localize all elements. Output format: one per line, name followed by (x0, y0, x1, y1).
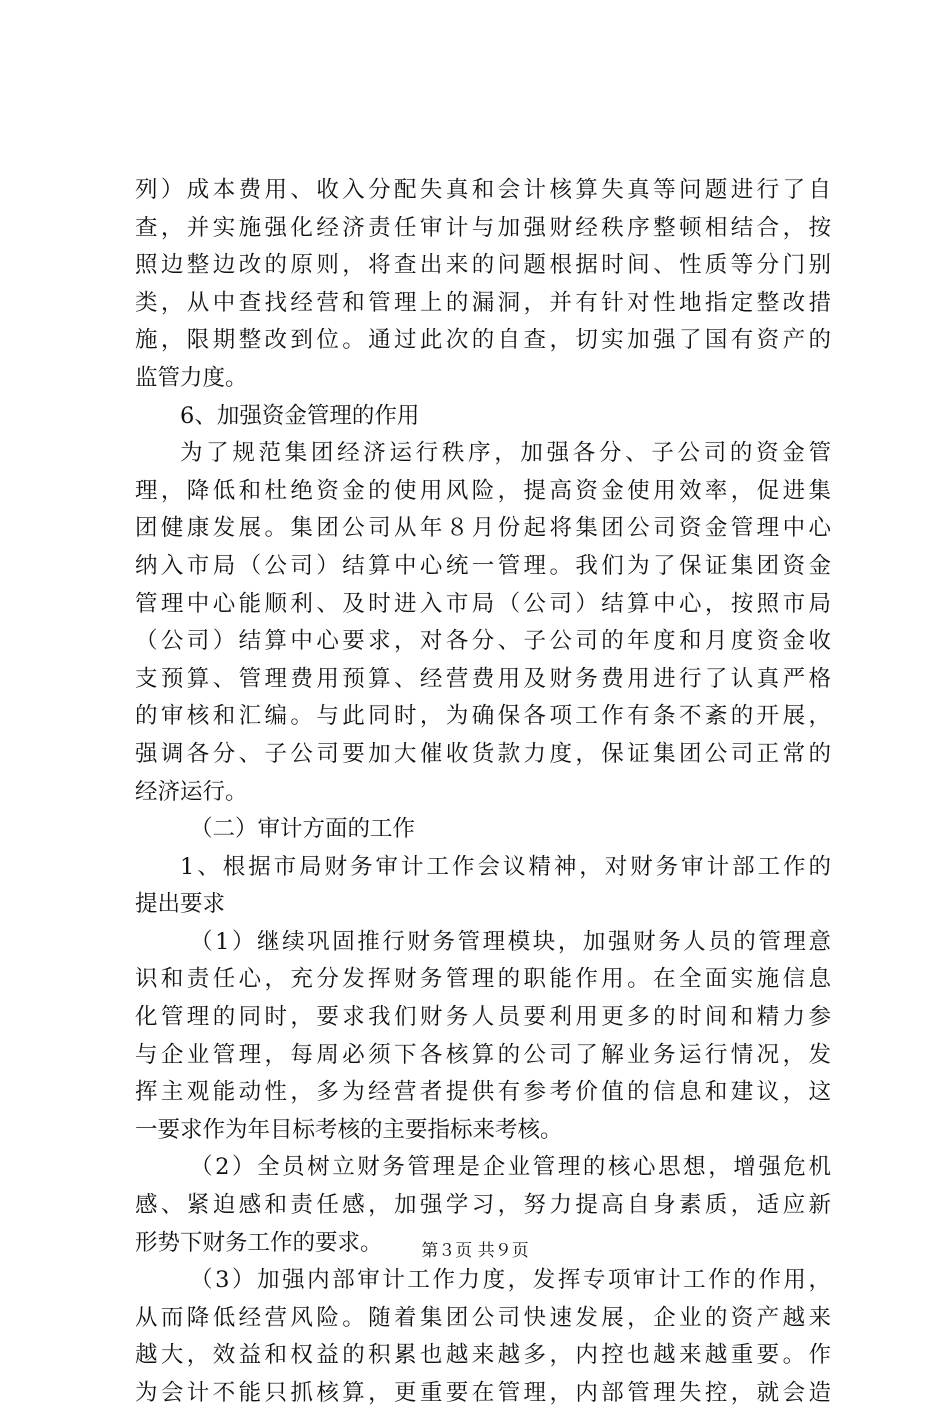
text-line: 查，并实施强化经济责任审计与加强财经秩序整顿相结合，按 (135, 214, 831, 241)
document-body (135, 172, 831, 1413)
text-line: 施，限期整改到位。通过此次的自查，切实加强了国有资产的 (135, 327, 831, 354)
text-line: 纳入市局（公司）结算中心统一管理。我们为了保证集团资金 (135, 552, 831, 579)
text-line: （公司）结算中心要求，对各分、子公司的年度和月度资金收 (135, 628, 831, 655)
text-line: 化管理的同时，要求我们财务人员要利用更多的时间和精力参 (135, 1004, 831, 1031)
text-line: （二）审计方面的工作 (190, 816, 416, 843)
text-line: 的审核和汇编。与此同时，为确保各项工作有条不紊的开展， (135, 703, 831, 730)
text-line: 监管力度。 (135, 364, 248, 391)
text-line: 从而降低经营风险。随着集团公司快速发展，企业的资产越来 (135, 1304, 831, 1331)
text-line: （2）全员树立财务管理是企业管理的核心思想，增强危机 (190, 1154, 831, 1181)
text-line: 6、加强资金管理的作用 (180, 402, 420, 429)
text-line: 形势下财务工作的要求。 (135, 1229, 383, 1256)
text-line: 类，从中查找经营和管理上的漏洞，并有针对性地指定整改措 (135, 289, 831, 316)
text-line: 支预算、管理费用预算、经营费用及财务费用进行了认真严格 (135, 665, 831, 692)
text-line: （3）加强内部审计工作力度，发挥专项审计工作的作用， (190, 1267, 831, 1294)
page-footer: 第３页 共９页 (421, 1241, 529, 1261)
text-line: （1）继续巩固推行财务管理模块，加强财务人员的管理意 (190, 928, 831, 955)
text-line: 一要求作为年目标考核的主要指标来考核。 (135, 1116, 563, 1143)
text-line: 挥主观能动性，多为经营者提供有参考价值的信息和建议，这 (135, 1079, 831, 1106)
text-line: 越大，效益和权益的积累也越来越多，内控也越来越重要。作 (135, 1342, 831, 1369)
text-line: 1、根据市局财务审计工作会议精神，对财务审计部工作的 (180, 853, 831, 880)
text-line: 为会计不能只抓核算，更重要在管理，内部管理失控，就会造 (135, 1380, 831, 1406)
text-line: 为了规范集团经济运行秩序，加强各分、子公司的资金管 (180, 440, 831, 467)
text-line: 与企业管理，每周必须下各核算的公司了解业务运行情况，发 (135, 1041, 831, 1068)
text-line: 识和责任心，充分发挥财务管理的职能作用。在全面实施信息 (135, 966, 831, 993)
text-line: 管理中心能顺利、及时进入市局（公司）结算中心，按照市局 (135, 590, 831, 617)
text-line: 提出要求 (135, 891, 226, 918)
text-line: 列）成本费用、收入分配失真和会计核算失真等问题进行了自 (135, 177, 831, 203)
text-line: 感、紧迫感和责任感，加强学习，努力提高自身素质，适应新 (135, 1192, 831, 1219)
text-line: 团健康发展。集团公司从年８月份起将集团公司资金管理中心 (135, 515, 831, 542)
text-line: 理，降低和杜绝资金的使用风险，提高资金使用效率，促进集 (135, 477, 831, 504)
text-line: 强调各分、子公司要加大催收货款力度，保证集团公司正常的 (135, 740, 831, 767)
text-line: 经济运行。 (135, 778, 248, 805)
text-line: 照边整边改的原则，将查出来的问题根据时间、性质等分门别 (135, 252, 831, 279)
